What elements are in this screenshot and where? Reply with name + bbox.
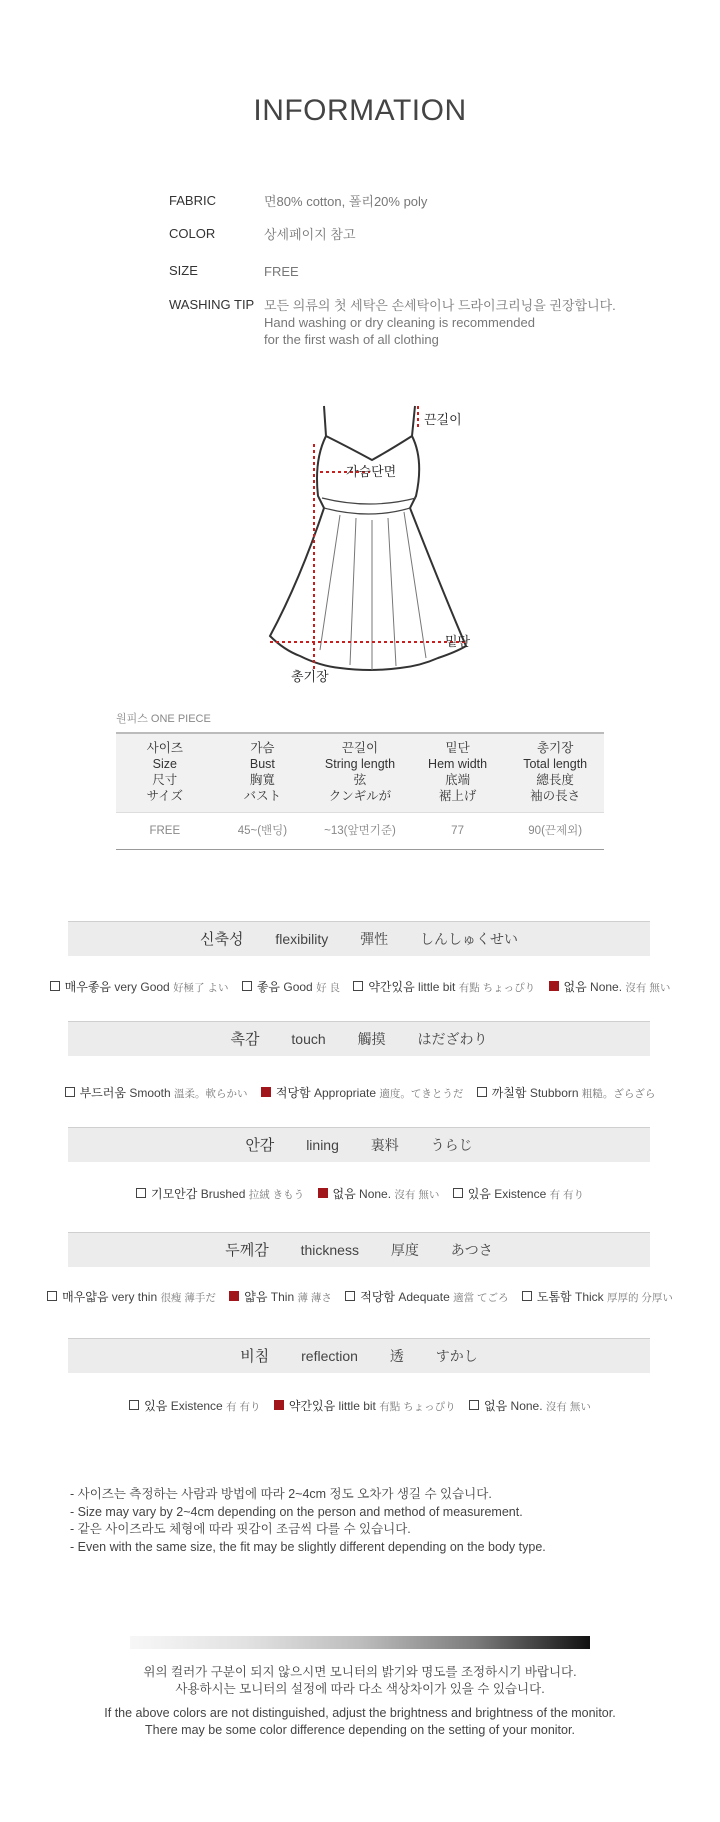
checkbox[interactable] [65, 1087, 75, 1097]
monitor-line: There may be some color difference depending on the setting of your monitor. [145, 1723, 575, 1737]
option-ko: 적당함 [275, 1086, 311, 1100]
option[interactable] [136, 1185, 304, 1202]
flexibility-header [68, 921, 650, 956]
table-cell: 77 [451, 825, 464, 837]
category-ko: 신축성 [199, 931, 244, 948]
header-ko: 가슴 [250, 741, 275, 755]
option[interactable] [261, 1084, 464, 1101]
category-en: touch [291, 1031, 326, 1047]
header-ja: 裾上げ [438, 789, 477, 803]
checkbox[interactable] [242, 981, 252, 991]
option-extra: 好極了 よい [173, 982, 229, 994]
option-ko: 있음 [467, 1187, 491, 1201]
reflection-header [68, 1338, 650, 1373]
checkbox[interactable] [353, 981, 363, 991]
table-row [116, 813, 604, 849]
option-ko: 약간있음 [368, 980, 415, 994]
checkbox[interactable] [229, 1291, 239, 1301]
option[interactable] [469, 1397, 591, 1414]
category-zh: 厚度 [390, 1242, 419, 1258]
category-ko: 비침 [240, 1348, 270, 1365]
option-en: Thick [574, 1290, 604, 1304]
header-ko: 총기장 [537, 741, 574, 755]
size-value: FREE [264, 264, 299, 279]
bust-label: 가슴단면 [346, 465, 397, 480]
header-cell [506, 734, 604, 812]
header-ja: 袖の長さ [530, 789, 581, 803]
option-en: Adequate [398, 1290, 450, 1304]
option-extra: 有點 ちょっぴり [458, 982, 536, 994]
option-ko: 없음 [563, 980, 587, 994]
option-ko: 있음 [144, 1399, 168, 1413]
option-extra: 有 有り [226, 1401, 261, 1413]
category-zh: 觸摸 [357, 1031, 386, 1047]
category-ja: すかし [435, 1348, 478, 1364]
header-ja: バスト [243, 789, 282, 803]
option-en: little bit [338, 1399, 376, 1413]
touch-options [0, 1084, 720, 1101]
option-en: None. [510, 1399, 543, 1413]
flexibility-options [0, 978, 720, 995]
category-zh: 裏料 [370, 1137, 399, 1153]
option-ko: 없음 [484, 1399, 508, 1413]
note-line: - Even with the same size, the fit may be slightly different depending on the body type. [70, 1539, 546, 1554]
checkbox[interactable] [274, 1400, 284, 1410]
checkbox[interactable] [47, 1291, 57, 1301]
option-ko: 약간있음 [288, 1399, 336, 1413]
option-en: little bit [418, 980, 456, 994]
option[interactable] [274, 1397, 456, 1414]
header-zh: 總長度 [536, 773, 574, 787]
header-zh: 弦 [353, 773, 367, 787]
option-en: very thin [111, 1290, 158, 1304]
table-cell: ~13(앞면기준) [324, 825, 396, 837]
category-en: thickness [300, 1242, 359, 1258]
monitor-line: 사용하시는 모니터의 설정에 따라 다소 색상차이가 있을 수 있습니다. [175, 1682, 545, 1696]
header-ja: クンギルが [328, 789, 392, 803]
option-en: Existence [170, 1399, 223, 1413]
category-en: reflection [301, 1348, 358, 1364]
length-label: 총기장 [291, 670, 329, 685]
table-cell: 45~(밴딩) [237, 825, 288, 837]
option-ko: 적당함 [360, 1290, 396, 1304]
size-table [116, 732, 604, 850]
color-gradient-bar [130, 1636, 590, 1649]
dress-diagram [260, 400, 480, 700]
option[interactable] [50, 978, 229, 995]
color-label: COLOR [169, 226, 216, 241]
washing-line: 모든 의류의 첫 세탁은 손세탁이나 드라이크리닝을 권장합니다. [264, 298, 616, 313]
category-ja: しんしゅくせい [420, 931, 519, 947]
option[interactable] [453, 1185, 584, 1202]
note-line: - Size may vary by 2~4cm depending on the person and method of measurement. [70, 1504, 523, 1519]
option[interactable] [229, 1288, 332, 1305]
option-extra: 適當 てごろ [453, 1292, 509, 1304]
option[interactable] [318, 1185, 440, 1202]
washing-label: WASHING TIP [169, 297, 255, 312]
header-zh: 底端 [445, 773, 471, 787]
option-en: Good [283, 980, 313, 994]
checkbox[interactable] [136, 1188, 146, 1198]
lining-header [68, 1127, 650, 1162]
option-extra: 厚厚的 分厚い [607, 1292, 673, 1304]
strap-label: 끈길이 [424, 413, 462, 428]
option[interactable] [345, 1288, 508, 1305]
option-extra: 有點 ちょっぴり [379, 1401, 456, 1413]
option-en: Appropriate [313, 1086, 377, 1100]
category-zh: 彈性 [360, 931, 389, 947]
checkbox[interactable] [318, 1188, 328, 1198]
note-line: - 같은 사이즈라도 체형에 따라 핏감이 조금씩 다를 수 있습니다. [70, 1522, 411, 1536]
touch-header [68, 1021, 650, 1056]
checkbox[interactable] [345, 1291, 355, 1301]
size-notes [70, 1486, 546, 1556]
option-extra: 沒有 無い [625, 982, 671, 994]
monitor-line: 위의 컬러가 구분이 되지 않으시면 모니터의 밝기와 명도를 조정하시기 바랍니다. [143, 1665, 577, 1679]
header-zh: 胸寬 [249, 773, 275, 787]
option-ko: 까칠함 [491, 1086, 527, 1100]
option-ko: 좋음 [256, 980, 281, 994]
header-zh: 尺寸 [152, 773, 178, 787]
option-en: very Good [114, 980, 170, 994]
category-ja: あつさ [450, 1242, 493, 1258]
fabric-value: 면80% cotton, 폴리20% poly [264, 194, 428, 209]
header-cell [214, 734, 312, 812]
lining-options [0, 1185, 720, 1202]
category-zh: 透 [389, 1348, 404, 1364]
option[interactable] [477, 1084, 656, 1101]
option-ko: 매우좋음 [64, 980, 112, 994]
option-extra: 沒有 無い [394, 1189, 440, 1201]
checkbox[interactable] [522, 1291, 532, 1301]
option[interactable] [522, 1288, 673, 1305]
option-extra: 適度。てきとうだ [379, 1088, 464, 1100]
header-en: Size [152, 757, 177, 771]
table-cell: FREE [149, 825, 181, 837]
option[interactable] [353, 978, 535, 995]
option-en: Existence [494, 1187, 547, 1201]
washing-line: for the first wash of all clothing [264, 332, 439, 347]
washing-value [264, 297, 616, 348]
category-ja: うらじ [430, 1137, 473, 1153]
option-extra: 有 有り [549, 1189, 585, 1201]
size-label: SIZE [169, 263, 198, 278]
option-ko: 매우얇음 [62, 1290, 109, 1304]
dress-outline [324, 406, 415, 460]
monitor-line: If the above colors are not distinguished, adjust the brightness and brightness of the monitor. [104, 1706, 616, 1720]
option-en: Thin [270, 1290, 295, 1304]
option-extra: 很瘦 薄手だ [160, 1292, 216, 1304]
option-extra: 溫柔。軟らかい [174, 1088, 248, 1100]
dress-waist [322, 498, 416, 514]
option[interactable] [549, 978, 671, 995]
size-table-header [116, 734, 604, 813]
table-cell: 90(끈제외) [528, 825, 583, 837]
option-en: None. [590, 980, 623, 994]
page-title: INFORMATION [253, 94, 467, 127]
header-en: Hem width [428, 757, 488, 771]
header-cell [311, 734, 409, 812]
hem-label: 밑단 [445, 635, 471, 650]
option-ko: 기모안감 [150, 1187, 198, 1201]
checkbox[interactable] [469, 1400, 479, 1410]
header-en: Total length [523, 757, 588, 771]
header-ko: 밑단 [445, 741, 470, 755]
header-en: Bust [249, 757, 275, 771]
option-ko: 부드러움 [79, 1086, 126, 1100]
option-extra: 拉絨 きもう [248, 1189, 305, 1201]
header-ja: サイズ [146, 789, 184, 803]
option[interactable] [242, 978, 340, 995]
category-ko: 두께감 [225, 1242, 269, 1259]
checkbox[interactable] [129, 1400, 139, 1410]
category-ko: 촉감 [230, 1031, 260, 1048]
checkbox[interactable] [453, 1188, 463, 1198]
monitor-note-en [0, 1705, 720, 1739]
option-extra: 好 良 [316, 982, 340, 994]
option[interactable] [65, 1084, 248, 1101]
reflection-options [0, 1397, 720, 1414]
color-value: 상세페이지 참고 [264, 227, 356, 242]
option-en: Smooth [129, 1086, 171, 1100]
category-en: lining [306, 1137, 339, 1153]
checkbox[interactable] [549, 981, 559, 991]
category-en: flexibility [275, 931, 329, 947]
category-ja: はだざわり [417, 1031, 488, 1047]
category-ko: 안감 [245, 1137, 275, 1154]
option[interactable] [129, 1397, 260, 1414]
fabric-label: FABRIC [169, 193, 216, 208]
thickness-options [0, 1288, 720, 1305]
monitor-note-ko [0, 1664, 720, 1698]
header-cell [409, 734, 507, 812]
option-ko: 없음 [332, 1187, 356, 1201]
dress-pleats [320, 512, 426, 670]
header-ko: 끈길이 [341, 741, 379, 755]
checkbox[interactable] [477, 1087, 487, 1097]
option[interactable] [47, 1288, 216, 1305]
checkbox[interactable] [261, 1087, 271, 1097]
option-extra: 粗糙。ざらざら [581, 1088, 656, 1100]
header-cell [116, 734, 214, 812]
option-ko: 도톰함 [536, 1290, 572, 1304]
option-extra: 薄 薄さ [297, 1292, 332, 1304]
option-ko: 얇음 [244, 1290, 268, 1304]
option-extra: 沒有 無い [545, 1401, 591, 1413]
option-en: Brushed [200, 1187, 246, 1201]
option-en: Stubborn [529, 1086, 579, 1100]
checkbox[interactable] [50, 981, 60, 991]
header-en: String length [324, 757, 396, 771]
note-line: - 사이즈는 측정하는 사람과 방법에 따라 2~4cm 정도 오차가 생길 수 있습니다. [70, 1487, 492, 1501]
option-en: None. [359, 1187, 392, 1201]
size-table-caption: 원피스 ONE PIECE [116, 713, 211, 725]
thickness-header [68, 1232, 650, 1267]
header-ko: 사이즈 [146, 741, 183, 755]
washing-line: Hand washing or dry cleaning is recommended [264, 315, 535, 330]
